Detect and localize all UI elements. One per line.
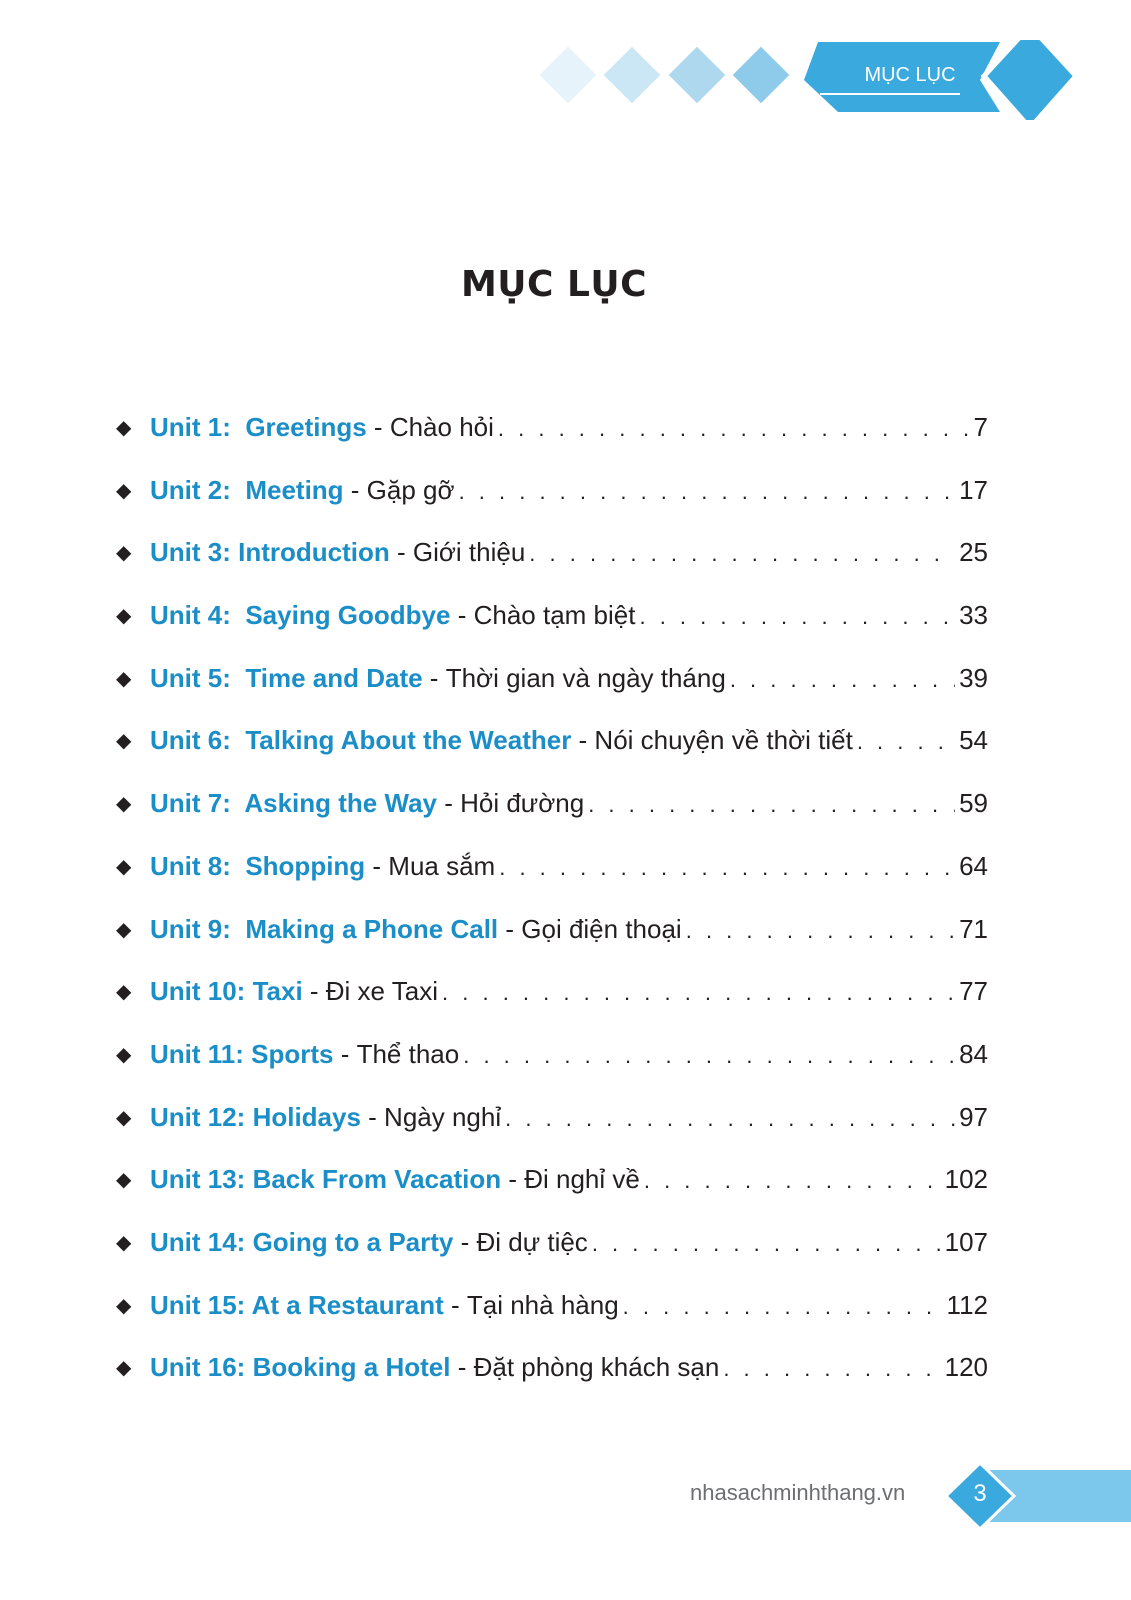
- diamond-bullet-icon: ◆: [116, 730, 132, 753]
- unit-title: Unit 15: At a Restaurant: [150, 1289, 444, 1320]
- dot-leader: [592, 1231, 941, 1257]
- unit-vietnamese-title: Chào tạm biệt: [473, 600, 636, 631]
- dot-leader: [498, 416, 970, 442]
- dot-leader: [686, 918, 955, 944]
- toc-row[interactable]: [116, 914, 988, 977]
- unit-vietnamese-title: Hỏi đường: [460, 788, 585, 819]
- toc-page-number: 71: [959, 913, 988, 944]
- toc-row[interactable]: [116, 1352, 988, 1415]
- unit-vietnamese-title: Đặt phòng khách sạn: [473, 1352, 720, 1383]
- dot-leader: [723, 1356, 940, 1382]
- toc-row[interactable]: [116, 851, 988, 914]
- toc-row[interactable]: [116, 1290, 988, 1353]
- diamond-bullet-icon: ◆: [116, 1231, 132, 1254]
- toc-row[interactable]: [116, 412, 988, 475]
- unit-title: Unit 16: Booking a Hotel: [150, 1352, 451, 1383]
- toc-page-number: 97: [959, 1101, 988, 1132]
- toc-page-number: 17: [959, 474, 988, 505]
- toc-page-number: 7: [973, 412, 988, 442]
- diamond-bullet-icon: ◆: [116, 542, 132, 565]
- unit-vietnamese-title: Gọi điện thoại: [521, 913, 682, 944]
- toc-page-number: 33: [959, 600, 988, 631]
- separator: -: [453, 1226, 477, 1257]
- toc-page-number: 77: [959, 976, 988, 1007]
- dot-leader: [442, 980, 955, 1006]
- separator: -: [450, 600, 474, 631]
- diamond-bullet-icon: ◆: [116, 667, 132, 690]
- toc-row[interactable]: [116, 600, 988, 663]
- header-diamond-3: [669, 47, 726, 104]
- unit-vietnamese-title: Đi dự tiệc: [476, 1226, 588, 1257]
- toc-page-number: 102: [944, 1164, 988, 1195]
- unit-title: Unit 3: Introduction: [150, 537, 390, 568]
- unit-title: Unit 2: Meeting: [150, 474, 344, 505]
- unit-vietnamese-title: Đi nghỉ về: [524, 1164, 640, 1195]
- unit-title: Unit 13: Back From Vacation: [150, 1164, 502, 1195]
- unit-vietnamese-title: Đi xe Taxi: [325, 976, 439, 1007]
- toc-page-number: 120: [944, 1352, 988, 1383]
- unit-vietnamese-title: Thời gian và ngày tháng: [445, 662, 726, 693]
- diamond-bullet-icon: ◆: [116, 1357, 132, 1380]
- table-of-contents: [116, 412, 988, 1415]
- toc-row[interactable]: [116, 1227, 988, 1290]
- toc-row[interactable]: [116, 725, 988, 788]
- dot-leader: [463, 1043, 955, 1069]
- separator: -: [366, 412, 390, 442]
- separator: -: [501, 1164, 525, 1195]
- separator: -: [498, 913, 522, 944]
- header-label: MỤC LỤC: [864, 64, 956, 86]
- separator: -: [443, 1289, 467, 1320]
- toc-row[interactable]: [116, 976, 988, 1039]
- dot-leader: [857, 729, 955, 755]
- toc-page-number: 39: [959, 662, 988, 693]
- unit-vietnamese-title: Thể thao: [356, 1038, 460, 1069]
- header-diamond-1: [540, 47, 597, 104]
- page-title: MỤC LỤC: [460, 264, 648, 305]
- toc-page-number: 64: [959, 850, 988, 881]
- unit-title: Unit 12: Holidays: [150, 1101, 361, 1132]
- toc-page-number: 59: [959, 788, 988, 819]
- unit-vietnamese-title: Tại nhà hàng: [466, 1289, 619, 1320]
- dot-leader: [588, 792, 955, 818]
- unit-title: Unit 11: Sports: [150, 1038, 334, 1069]
- toc-row[interactable]: [116, 1164, 988, 1227]
- toc-page-number: 107: [944, 1226, 988, 1257]
- toc-row[interactable]: [116, 1102, 988, 1165]
- unit-title: Unit 8: Shopping: [150, 850, 366, 881]
- unit-title: Unit 6: Talking About the Weather: [150, 725, 572, 756]
- separator: -: [437, 788, 461, 819]
- diamond-bullet-icon: ◆: [116, 1169, 132, 1192]
- toc-row[interactable]: [116, 788, 988, 851]
- toc-page-number: 112: [946, 1289, 988, 1320]
- unit-vietnamese-title: Mua sắm: [388, 850, 496, 881]
- diamond-bullet-icon: ◆: [116, 793, 132, 816]
- website-text: nhasachminhthang.vn: [690, 1480, 906, 1505]
- dot-leader: [459, 479, 956, 505]
- toc-row[interactable]: [116, 1039, 988, 1102]
- unit-title: Unit 9: Making a Phone Call: [150, 913, 499, 944]
- separator: -: [571, 725, 595, 756]
- diamond-bullet-icon: ◆: [116, 605, 132, 628]
- separator: -: [450, 1352, 474, 1383]
- separator: -: [365, 850, 389, 881]
- toc-page-number: 84: [959, 1038, 988, 1069]
- unit-title: Unit 4: Saying Goodbye: [150, 600, 451, 631]
- toc-page-number: 25: [959, 537, 988, 568]
- dot-leader: [499, 855, 955, 881]
- dot-leader: [623, 1294, 943, 1320]
- unit-title: Unit 10: Taxi: [150, 976, 303, 1007]
- dot-leader: [644, 1168, 941, 1194]
- separator: -: [389, 537, 413, 568]
- diamond-bullet-icon: ◆: [116, 855, 132, 878]
- dot-leader: [639, 604, 955, 630]
- toc-row[interactable]: [116, 663, 988, 726]
- toc-row[interactable]: [116, 537, 988, 600]
- header-diamond-2: [604, 47, 661, 104]
- separator: -: [302, 976, 326, 1007]
- unit-vietnamese-title: Chào hỏi: [389, 412, 494, 442]
- separator: -: [360, 1101, 385, 1132]
- unit-title: Unit 7: Asking the Way: [150, 788, 437, 819]
- unit-vietnamese-title: Nói chuyện về thời tiết: [594, 725, 853, 756]
- diamond-bullet-icon: ◆: [116, 417, 132, 439]
- unit-vietnamese-title: Gặp gỡ: [366, 474, 455, 505]
- unit-vietnamese-title: Ngày nghỉ: [384, 1101, 502, 1132]
- toc-row[interactable]: [116, 475, 988, 538]
- header-diamond-4: [733, 47, 790, 104]
- separator: -: [422, 662, 446, 693]
- separator: -: [343, 474, 367, 505]
- unit-title: Unit 1: Greetings: [150, 412, 367, 442]
- dot-leader: [529, 541, 955, 567]
- diamond-bullet-icon: ◆: [116, 981, 132, 1004]
- diamond-bullet-icon: ◆: [116, 479, 132, 502]
- dot-leader: [505, 1106, 955, 1132]
- diamond-bullet-icon: ◆: [116, 1106, 132, 1129]
- unit-title: Unit 5: Time and Date: [150, 662, 423, 693]
- unit-title: Unit 14: Going to a Party: [150, 1226, 454, 1257]
- separator: -: [333, 1038, 357, 1069]
- toc-page-number: 54: [959, 725, 988, 756]
- diamond-bullet-icon: ◆: [116, 1043, 132, 1066]
- diamond-bullet-icon: ◆: [116, 918, 132, 941]
- page-number: 3: [973, 1480, 987, 1507]
- unit-vietnamese-title: Giới thiệu: [412, 537, 526, 568]
- dot-leader: [730, 667, 955, 693]
- diamond-bullet-icon: ◆: [116, 1294, 132, 1317]
